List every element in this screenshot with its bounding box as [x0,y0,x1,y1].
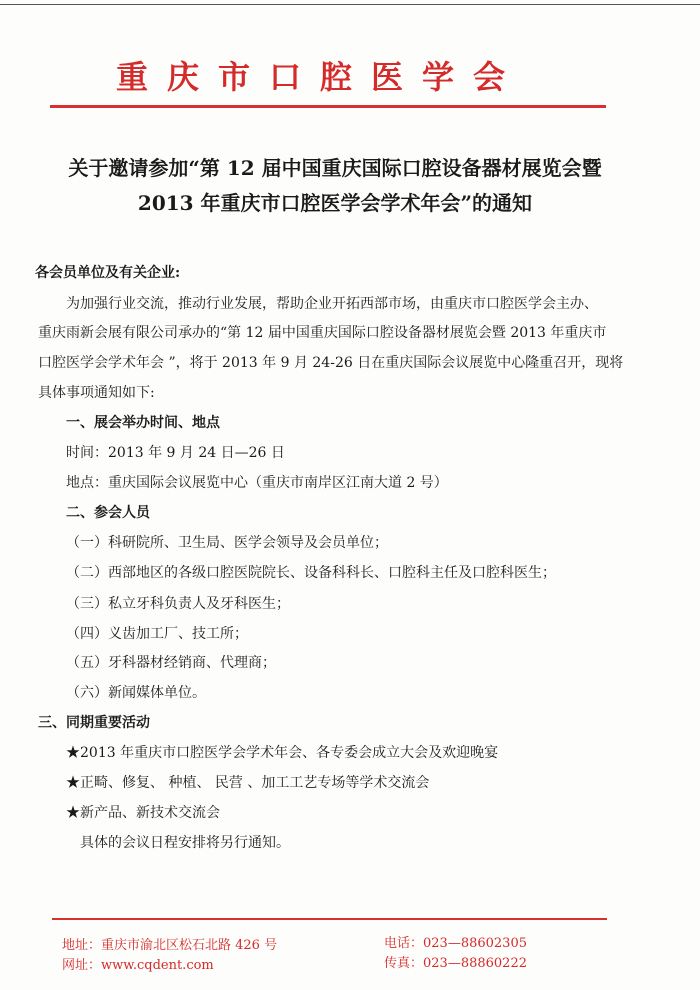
activity-item: ★正畸、修复、 种植、 民营 、加工工艺专场等学术交流会 [66,775,430,791]
organization-letterhead: 重庆市口腔医学会 [115,58,524,96]
intro-line-4: 具体事项通知如下: [38,385,155,401]
section2-heading: 二、参会人员 [66,505,150,521]
attendee-item: （六）新闻媒体单位。 [66,685,206,701]
footer-phone: 电话：023—88602305 [384,936,527,951]
intro-line-1: 为加强行业交流，推动行业发展，帮助企业开拓西部市场，由重庆市口腔医学会主办、 [66,296,598,312]
section3-heading: 三、同期重要活动 [38,715,150,731]
attendee-item: （一）科研院所、卫生局、医学会领导及会员单位； [66,535,388,551]
letterhead-divider [50,105,606,108]
footer-address: 地址：重庆市渝北区松石北路 426 号 [62,938,278,953]
footer-divider [52,918,607,920]
attendee-item: （五）牙科器材经销商、代理商； [66,655,276,671]
notice-title-line-2: 2013 年重庆市口腔医学会学术年会”的通知 [137,191,533,215]
notice-title-line-1: 关于邀请参加“第 12 届中国重庆国际口腔设备器材展览会暨 [68,156,602,180]
section1-heading: 一、展会举办时间、地点 [66,415,220,431]
closing-note: 具体的会议日程安排将另行通知。 [80,835,290,851]
section1-location: 地点：重庆国际会议展览中心（重庆市南岸区江南大道 2 号） [66,475,448,491]
attendee-item: （四）义齿加工厂、技工所； [66,626,248,642]
footer-fax: 传真：023—88860222 [384,956,527,971]
intro-line-2: 重庆雨新会展有限公司承办的“第 12 届中国重庆国际口腔设备器材展览会暨 2013 年重庆市 [38,325,607,341]
activity-item: ★新产品、新技术交流会 [66,805,220,821]
attendee-item: （三）私立牙科负责人及牙科医生； [66,596,290,612]
attendee-item: （二）西部地区的各级口腔医院院长、设备科科长、口腔科主任及口腔科医生； [66,565,556,581]
footer-website: 网址：www.cqdent.com [62,958,214,973]
activity-item: ★2013 年重庆市口腔医学会学术年会、各专委会成立大会及欢迎晚宴 [66,745,499,761]
salutation: 各会员单位及有关企业: [35,265,181,281]
scan-top-line [0,4,700,5]
intro-line-3: 口腔医学会学术年会 ”，将于 2013 年 9 月 24-26 日在重庆国际会议展览中心隆重召开，现将 [38,355,624,371]
section1-time: 时间：2013 年 9 月 24 日—26 日 [66,445,285,461]
